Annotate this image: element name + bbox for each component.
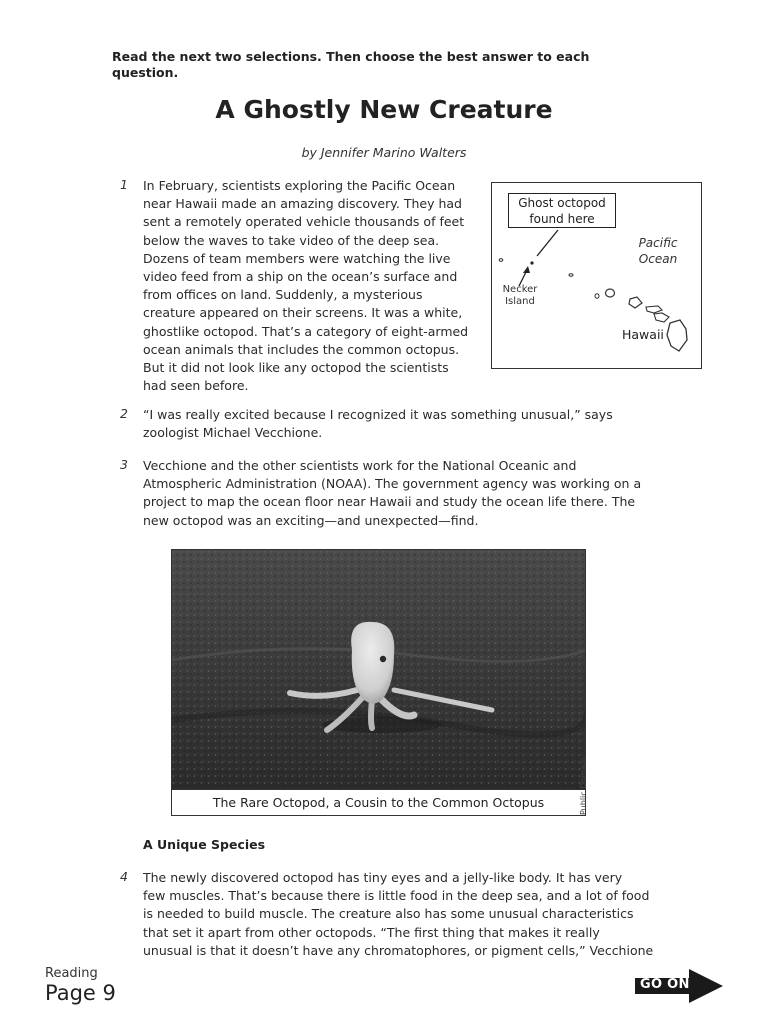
callout-pointer [537,230,558,256]
paragraph-number: 4 [120,869,128,884]
island-niihau [595,294,599,299]
text-line: from offices on land. Suddenly, a mysterious [143,287,423,303]
go-on-label: GO ON [640,977,690,992]
section-heading: A Unique Species [143,837,266,852]
byline: by Jennifer Marino Walters [301,145,467,160]
paragraph-number: 2 [120,406,128,421]
text-line: that set it apart from other octopods. “The first thing that makes it really [143,924,600,940]
text-line: The newly discovered octopod has tiny eyes and a jelly-like body. It has very [143,870,623,885]
footer-section: Reading [45,966,98,981]
instructions: Read the next two selections. Then choose the best answer to each question. [112,49,590,80]
island-hawaii [667,320,687,351]
ocean-label: Pacific Ocean [638,236,678,266]
octopod-illustration [172,550,586,790]
text-line: ghostlike octopod. That’s a category of eight-armed [143,323,469,339]
callout-line: Ghost octopod [518,196,606,210]
text-line: In February, scientists exploring the Pacific Ocean [143,178,456,193]
island-oahu [629,297,642,308]
octopod-arm [371,700,372,728]
paragraph-4 [143,869,703,960]
callout-line: found here [529,212,595,226]
text-line: is needed to build muscle. The creature also has some unusual characteristics [143,906,634,922]
paragraph-3 [143,457,703,530]
text-line: zoologist Michael Vecchione. [143,425,323,441]
page-number: Page 9 [45,981,116,1005]
text-line: “I was really excited because I recognized it was something unusual,” says [143,407,613,422]
text-line: creature appeared on their screens. It was a white, [143,305,463,321]
text-line: Atmospheric Administration (NOAA). The government agency was working on a [143,476,642,492]
text-line: few muscles. That’s because there is little food in the deep sea, and a lot of food [143,888,650,904]
text-line: had seen before. [143,378,249,394]
discovery-site-marker [530,261,533,264]
island-small [569,274,573,276]
island-kauai [606,289,615,297]
necker-arrowhead [523,266,530,273]
text-line: video feed from a ship on the ocean’s surface and [143,269,458,285]
photo-caption: The Rare Octopod, a Cousin to the Common Octopus [171,790,586,816]
text-line: But it did not look like any octopod the scientists [143,360,449,376]
octopod-photo [171,549,586,790]
text-line: new octopod was an exciting—and unexpected—find. [143,512,479,528]
paragraph-2 [143,406,703,442]
island-small [499,259,503,262]
text-line: Vecchione and the other scientists work for the National Oceanic and [143,458,577,473]
octopod-eye [380,656,386,662]
map-callout [508,193,616,228]
paragraph-number: 3 [120,457,128,472]
go-on-button[interactable] [635,969,725,1003]
text-line: Dozens of team members were watching the live [143,250,451,266]
paragraph-1 [143,177,483,395]
text-line: below the waves to take video of the deep sea. [143,232,440,248]
paragraph-number: 1 [120,177,128,192]
text-line: near Hawaii made an amazing discovery. They had [143,196,462,212]
article-title: A Ghostly New Creature [215,95,553,124]
necker-island-label: Necker Island [502,284,538,307]
text-line: project to map the ocean floor near Hawaii and study the ocean life there. The [143,494,636,510]
hawaii-label: Hawaii [622,327,664,342]
text-line: ocean animals that includes the common octopus. [143,341,460,357]
island-maui [654,313,669,322]
photo-credit: Public Domain [579,757,588,815]
island-molokai [646,306,662,313]
text-line: unusual is that it doesn’t have any chromatophores, or pigment cells,” Vecchione [143,942,654,958]
text-line: sent a remotely operated vehicle thousands of feet [143,214,465,230]
